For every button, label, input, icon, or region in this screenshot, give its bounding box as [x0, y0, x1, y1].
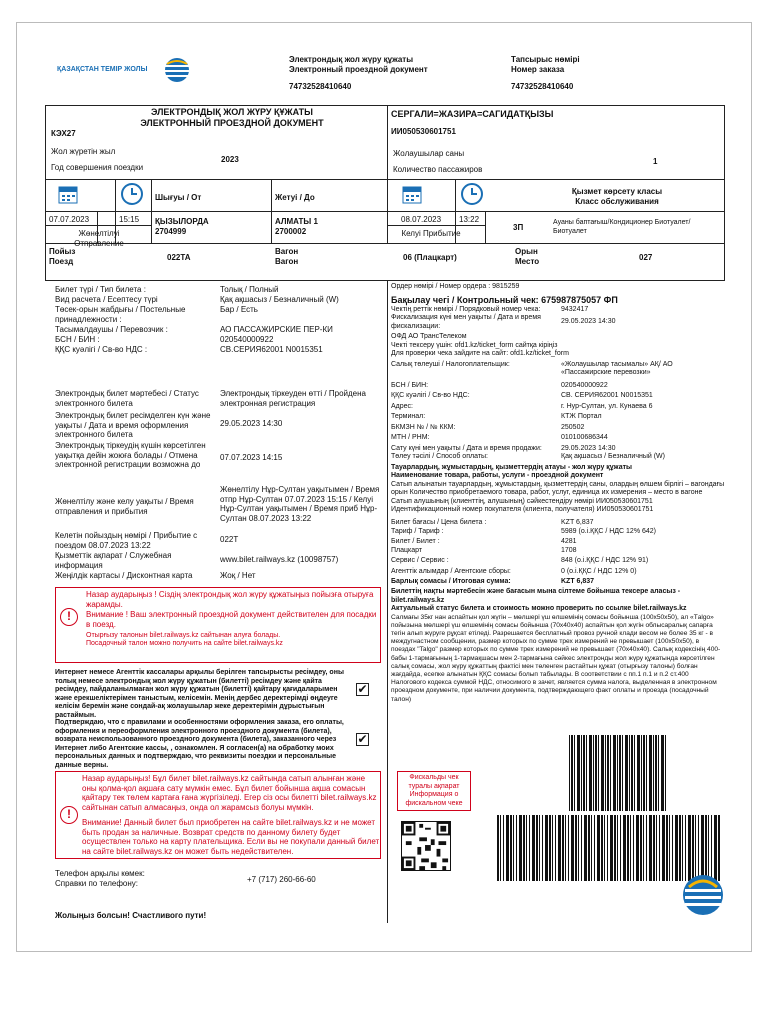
- warning-icon: !: [60, 608, 78, 626]
- status-row: Жөнелтілу және келу уақыты / Время отправления и прибытия Жөнелтілу Нұр-Султан уақытымен / Время отпр Нұр-Султан 07.07.2023 15:15 / Келуі Нұр-Султан уақытымен / Время приб Нұр-Султан 08.07.2023 13:22: [55, 485, 380, 523]
- arrival-time: 13:22: [459, 215, 480, 224]
- fiscal-qr-code[interactable]: [401, 821, 451, 871]
- status-row: Жеңілдік картасы / Дисконтная карта Жоқ / Нет: [55, 571, 256, 580]
- pax-count: 1: [653, 157, 658, 166]
- phone-label: Телефон арқылы көмек: Справки по телефону:: [55, 869, 145, 888]
- doc-title-ru: Электронный проездной документ: [289, 64, 428, 74]
- receipt-row: Чектің реттік нөмірі / Порядковый номер чека: 9432417: [391, 305, 589, 313]
- ticket-code: КЭХ27: [51, 129, 76, 138]
- doc-number: 74732528410640: [289, 82, 352, 91]
- trip-year: 2023: [221, 155, 239, 164]
- order-label-kz: Тапсырыс нөмірі: [511, 55, 580, 64]
- class-code: 3П: [513, 223, 524, 232]
- wagon-number: 06 (Плацкарт): [403, 253, 457, 262]
- seat-number: 027: [639, 253, 653, 262]
- pax-label-ru: Количество пассажиров: [393, 165, 483, 174]
- year-label-kz: Жол жүретін жыл: [51, 147, 116, 156]
- to-station: АЛМАТЫ 1 2700002: [275, 217, 318, 236]
- from-label: Шығуы / От: [155, 193, 202, 202]
- receipt-row: Адрес: г. Нур-Султан, ул. Кунаева 6: [391, 402, 653, 410]
- status-row: Электрондық тіркеудің күшін көрсетілген уақытқа дейін жоюға болады / Отмена электронной регистрации возможна до 07.07.2023 14:15: [55, 441, 283, 469]
- pax-label-kz: Жолаушылар саны: [393, 149, 465, 158]
- total-row: Барлық сомасы / Итоговая сумма: KZT 6,837: [391, 577, 595, 585]
- price-row: Билет / Билет : 4281: [391, 537, 577, 545]
- doc-title-block: [289, 55, 489, 92]
- agreement-ru: Подтверждаю, что с правилами и особенностями оформления заказа, его оплаты, оформления и переоформления электронного проездного документа (билета), возврата неиспользованного проездного документа (билета), заказанного через Интернет либо Агентские кассы, , ознакомлен. Я согласен(а) на обработку моих персональных данных и подтверждаю, что реквизиты поездки и персональные данные верны.: [55, 719, 344, 769]
- receipt-row: Терминал: КТЖ Портал: [391, 413, 602, 420]
- phone-number[interactable]: +7 (717) 260-66-60: [247, 875, 316, 884]
- arrival-label: Келуі Прибытие: [401, 229, 461, 238]
- year-label-ru: Год совершения поездки: [51, 163, 144, 172]
- receipt-row: БСН / БИН: 020540000922: [391, 381, 608, 389]
- ktz-emblem-icon: [681, 873, 725, 917]
- class-description: Ауаны баптағыш/Кондиционер Биотуалет/Биотуалет: [553, 219, 691, 235]
- status-row: Қызметтік ақпарат / Служебная информация www.bilet.railways.kz (10098757): [55, 551, 339, 570]
- control-check: Бақылау чегі / Контрольный чек: 675987875057 ФП: [391, 294, 618, 305]
- price-row: Плацкарт 1708: [391, 547, 577, 554]
- calendar-icon: [401, 183, 423, 205]
- from-station: ҚЫЗЫЛОРДА 2704999: [155, 217, 209, 236]
- receipt-row: ҚҚС куәлігі / Св-во НДС: СВ. СЕРИЯ62001 N0015351: [391, 392, 653, 399]
- clock-icon: [121, 183, 143, 205]
- calendar-icon: [57, 183, 79, 205]
- train-number: 022ТА: [167, 253, 191, 262]
- warning-icon: !: [60, 806, 78, 824]
- info-row: БСН / БИН : 020540000922: [55, 335, 274, 344]
- arrival-date: 08.07.2023: [401, 215, 442, 224]
- seat-label: Орын Место: [515, 247, 540, 266]
- price-row: Сервис / Сервис : 848 (о.і.ҚҚС / НДС 12% 91): [391, 556, 649, 564]
- train-label: Пойыз Поезд: [49, 247, 76, 266]
- wagon-label: Вагон Вагон: [275, 247, 299, 266]
- info-row: Тасымалдаушы / Перевозчик : АО ПАССАЖИРСКИЕ ПЕР-КИ: [55, 325, 333, 334]
- order-label-ru: Номер заказа: [511, 64, 565, 74]
- agreement-ru-checkbox[interactable]: ✔: [357, 732, 368, 746]
- passenger-name: СЕРГАЛИ=ЖАЗИРА=САГИДАТҚЫЗЫ: [391, 109, 554, 119]
- price-row: Агенттік алымдар / Агентские сборы: 0 (о.і.ҚҚС / НДС 12% 0): [391, 568, 637, 575]
- barcode: [569, 735, 667, 811]
- price-row: Билет бағасы / Цена билета : KZT 6,837: [391, 518, 594, 526]
- ticket-title: ЭЛЕКТРОНДЫҚ ЖОЛ ЖҮРУ ҚҰЖАТЫ ЭЛЕКТРОННЫЙ ПРОЕЗДНОЙ ДОКУМЕНТ: [140, 107, 324, 128]
- passenger-doc-id: ИИ050530601751: [391, 127, 456, 136]
- order-number: 74732528410640: [511, 82, 574, 91]
- ktz-logo-text: ҚАЗАҚСТАН ТЕМІР ЖОЛЫ: [57, 66, 148, 73]
- ticket-page: [16, 22, 752, 952]
- clock-icon: [461, 183, 483, 205]
- service-class-label: Қызмет көрсету класы Класс обслуживания: [571, 187, 663, 206]
- fiscal-info-box: Фискальды чек туралы ақпарат Информация о фискальном чеке: [397, 771, 471, 811]
- to-label: Жетуі / До: [275, 193, 315, 202]
- info-row: Вид расчета / Есептесу түрі Қақ ақшасыз / Безналичный (W): [55, 295, 339, 304]
- status-row: Келетін пойыздың нөмірі / Прибытие с поездом 08.07.2023 13:22 022Т: [55, 531, 239, 550]
- ticket-info-list: [55, 285, 385, 355]
- warning-box-purchase: ! Назар аударыңыз! Бұл билет bilet.railways.kz сайтында сатып алынған және оны қолма-қол ақшаға сату мүмкін емес. Бұл билет бойынша ақша сомасын қайтару тек төлем картаға ғана жүргізіледі. Егер сіз осы билетті bilet.railways.kz сайтынан сатып алмасаңыз, онда ол жарамсыз болуы мүмкін. Внимание! Данный билет был приобретен на сайте bilet.railways.kz и не может быть продан за наличные. Возврат средств по данному билету будет осуществлен только на карту плательщика. Если вы не покупали данный билет на сайте bilet.railways.kz он может быть недействителен.: [55, 771, 381, 859]
- ktz-logo: [57, 55, 197, 85]
- info-row: ҚҚС куәлігі / Св-во НДС : СВ.СЕРИЯ62001 N0015351: [55, 345, 323, 354]
- fiscal-receipt: Ордер нөмірі / Номер ордера : 9815259 Бақылау чегі / Контрольный чек: 675987875057 ФП Чектің реттік нөмірі / Порядковый номер чека: 9432417 Фискализация күні мен уақыты / Дата и время фискализации: 29.05.2023 14:30 ОФД АО ТрансТелеком Чекті тексеру үшін: ofd1.kz/ticket_form сайтқа кіріңіз Для проверки чека зайдите на сайт: ofd1.kz/ticket_form Салық төлеуші / Налогоплательщик: «Жолаушылар тасымалы» АҚ/ АО «Пассажирские перевозки» БСН / БИН: 020540000922 ҚҚС куәлігі / Св-во НДС: СВ. СЕРИЯ62001 N0015351 Адрес: г. Нур-Султан, ул. Кунаева 6 Терминал: КТЖ Портал БКМЗН № / № ККМ: 250502 МТН / РНМ: 010100686344 Сату күні мен уақыты / Дата и время продажи: 29.05.2023 14:30 Төлеу тәсілі / Способ оплаты: Қақ ақшасыз / Безналичный (W) Тауарлардың, жұмыстардың, қызметтердің атауы - жол жүру құжаты Наименование товара, работы, услуги - проездной документ Сатып алынатын тауарлардың, жұмыстардың, қызметтердің саны, олардың өлшем бірлігі – вагондағы орын Количество приобретаемого товара, работ, услуг, единица их измерения – место в вагоне Сатып алушының (клиенттің, алушының) сәйкестендіру нөмірі ИИ050530601751 Идентификационный номер покупателя (клиента, получателя) ИИ050530601751 Билет бағасы / Цена билета : KZT 6,837 Тариф / Тариф : 5989 (о.і.ҚҚС / НДС 12% 642) Билет / Билет : 4281 Плацкарт 1708 Сервис / Сервис : 848 (о.і.ҚҚС / НДС 12% 91) Агенттік алымдар / Агентские сборы: 0 (о.і.ҚҚС / НДС 12% 0) Барлық сомасы / Итоговая сумма: KZT 6,837 Билеттің нақты мәртебесін және бағасын мына сілтеме бойынша тексере аласыз - bilet.railways.kz Актуальный статус билета и стоимость можно проверить по ссылке bilet.railways.kz Салмағы 35кг нан аспайтын қол жүгін – мөлшері үш өлшемінің сомасы бойынша (100x50x50), ал «Тalgo» пойызына мөлшері үш өлшемінің сомасы бойынша (70x40x40) аспайтын қол жүгін облысаралық сапарға тегін алып жүруге рұқсат етіледі. Разрешается бесплатный провоз ручной клади весом не более 35 кг - в междугнастном сообщении, размер которых по сумме трех измерений не превышает (100x50x50), в поездах "Talgo" размер которых по сумме трех измерений не превышает (70x40x40). Салық кодексінің 400-бабы 1-тармағының 1-тармақшасы мен 2-тармағына сәйкес электронды жол жүру құжатында көрсетілген салық сомасы, жол жүру құжаттың фактісі мен төленген растайтын құжат (отырғызу талоны) болған жағдайда, есепке алынатын ҚҚС сомасы болып табылады. В соответствии с пп.1 п.1 и п.2 ст.400 Налогового кодекса суммой НДС, относимого в зачет, является сумма налога, выделенная в электронном проездном документе, при наличии документа, подтверждающего факт оплаты и проезда (посадочный талон): [391, 283, 725, 703]
- receipt-row: Салық төлеуші / Налогоплательщик: «Жолаушылар тасымалы» АҚ/ АО «Пассажирские перевозки»: [391, 360, 673, 376]
- warning-box-boarding: ! Назар аударыңыз ! Сіздің электрондық жол жүру құжатыңыз пойызға отыруға жарамды. Внимание ! Ваш электронный проездной документ действителен для посадки в поезд. Отырғызу талонын bilet.railways.kz сайтынан алуға болады. Посадочный талон можно получить на сайте bilet.railways.kz: [55, 587, 381, 663]
- receipt-row: БКМЗН № / № ККМ: 250502: [391, 423, 585, 431]
- price-row: Тариф / Тариф : 5989 (о.і.ҚҚС / НДС 12% 642): [391, 528, 656, 535]
- departure-date: 07.07.2023: [49, 215, 90, 224]
- agreement-kz-checkbox[interactable]: ✔: [357, 682, 368, 696]
- order-number: Ордер нөмірі / Номер ордера : 9815259: [391, 283, 520, 290]
- ticket-status-list: [55, 389, 391, 581]
- info-row: Төсек-орын жабдығы / Постельные принадлежности : Бар / Есть: [55, 305, 258, 324]
- receipt-row: МТН / РНМ: 010100686344: [391, 434, 608, 441]
- receipt-row: Сату күні мен уақыты / Дата и время продажи: 29.05.2023 14:30: [391, 444, 616, 452]
- agreement-kz: Интернет немесе Агенттік кассалары арқылы берілген тапсырысты ресімдеу, оны толық немесе электрондық жол жүру құжатын (билетті) ресімдеу және қайта ресімдеу, пайдаланылмаған жол жүру құжатын (билетті) қайтару қағидаларымен және ерекшеліктерімен таныстым, келісемін. Менің дербес деректерімді өңдеуге келісім беремін және сондай-ақ жолаушылар жеке деректерімін дұрыстығын растаймын.: [55, 669, 344, 719]
- barcode: [497, 815, 721, 881]
- departure-time: 15:15: [119, 215, 140, 224]
- receipt-row: Фискализация күні мен уақыты / Дата и время фискализации: 29.05.2023 14:30: [391, 314, 616, 330]
- status-row: Электрондық билет ресімделген күн және уақыты / Дата и время оформления электронного билета 29.05.2023 14:30: [55, 411, 283, 439]
- receipt-row: Төлеу тәсілі / Способ оплаты: Қақ ақшасыз / Безналичный (W): [391, 453, 665, 460]
- farewell: Жолыңыз болсын! Счастливого пути!: [55, 911, 207, 920]
- info-row: Билет түрі / Тип билета : Толық / Полный: [55, 285, 279, 294]
- status-row: Электрондық билет мәртебесі / Статус электронного билета Электрондық тіркеуден өтті / Пройдена электронная регистрация: [55, 389, 366, 408]
- doc-title-kz: Электрондық жол жүру құжаты: [289, 55, 414, 64]
- departure-label: Жөнелтілуі Отправление: [74, 229, 124, 248]
- order-block: [511, 55, 711, 92]
- baggage-terms: Салмағы 35кг нан аспайтын қол жүгін – мөлшері үш өлшемінің сомасы бойынша (100x50x50), ал «Тalgo» пойызына мөлшері үш өлшемінің сомасы бойынша (70x40x40) аспайтын қол жүгін облысаралық сапарға тегін алып жүруге рұқсат етіледі. Разрешается бесплатный провоз ручной клади весом не более 35 кг - в междугнастном сообщении, размер которых по сумме трех измерений не превышает (100x50x50), в поездах "Talgo" размер которых по сумме трех измерений не превышает (70x40x40). Салық кодексінің 400-бабы 1-тармағының 1-тармақшасы мен 2-тармағына сәйкес электронды жол жүру құжатында көрсетілген салық сомасы, жол жүру құжаттың фактісі мен төленген растайтын құжат (отырғызу талоны) болған жағдайда, есепке алынатын ҚҚС сомасы болып табылады. В соответствии с пп.1 п.1 и п.2 ст.400 Налогового кодекса суммой НДС, относимого в зачет, является сумма налога, выделенная в электронном проездном документе, при наличии документа, подтверждающего факт оплаты и проезда (посадочный талон): [391, 613, 721, 703]
